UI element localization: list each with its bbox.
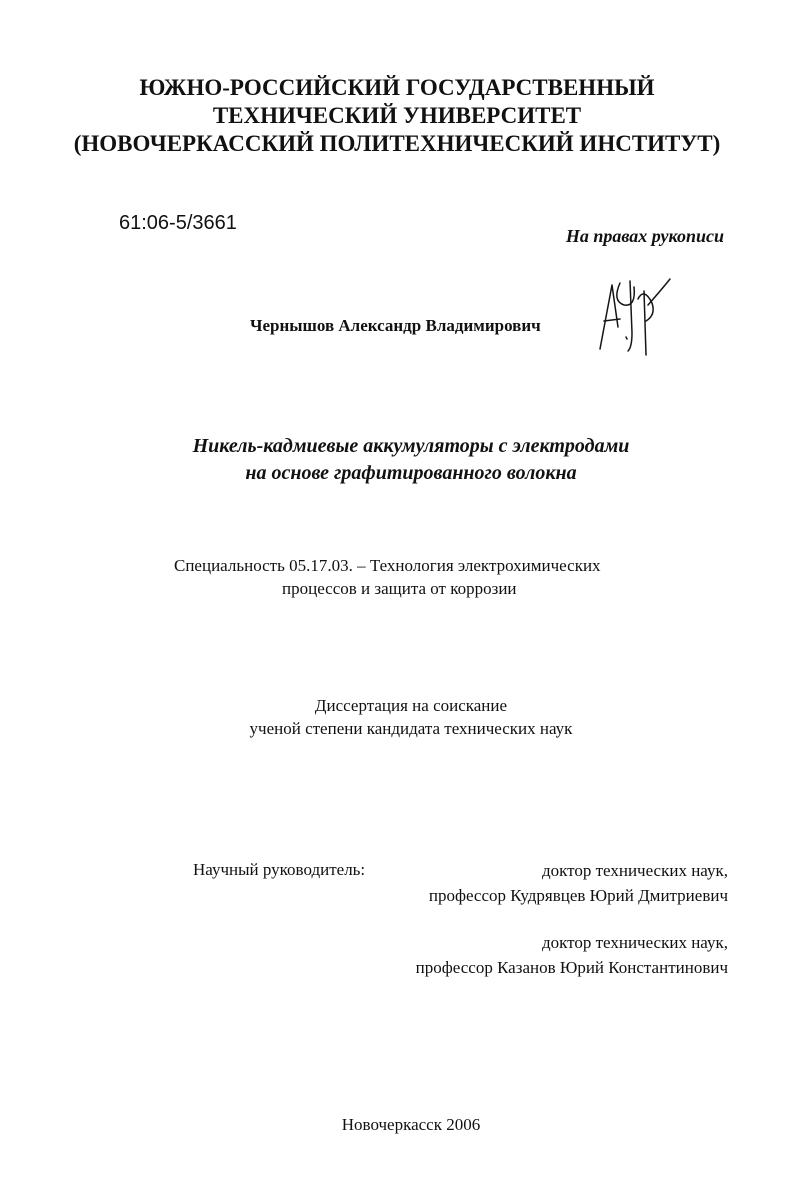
degree-line-1: Диссертация на соискание <box>314 696 508 715</box>
supervisor-second-degree: доктор технических наук, <box>541 933 728 952</box>
specialty-line-1: Специальность 05.17.03. – Технология электрохимических <box>174 556 601 575</box>
specialty <box>174 554 601 600</box>
university-line-2: ТЕХНИЧЕСКИЙ УНИВЕРСИТЕТ <box>212 103 582 128</box>
university-line-1: ЮЖНО-РОССИЙСКИЙ ГОСУДАРСТВЕННЫЙ <box>139 75 655 100</box>
supervisor-first-degree: доктор технических наук, <box>541 861 728 880</box>
rights-note: На правах рукописи <box>565 226 724 246</box>
university-line-3: (НОВОЧЕРКАССКИЙ ПОЛИТЕХНИЧЕСКИЙ ИНСТИТУТ) <box>73 131 721 156</box>
supervisor-first <box>429 858 728 908</box>
catalog-code: 61:06-5/3661 <box>119 212 237 234</box>
author-name: Чернышов Александр Владимирович <box>250 316 541 335</box>
supervisor-first-name: профессор Кудрявцев Юрий Дмитриевич <box>428 886 728 905</box>
city-year: Новочеркасск 2006 <box>341 1115 481 1134</box>
university-name <box>0 74 794 158</box>
degree-statement <box>0 694 794 740</box>
specialty-line-2: процессов и защита от коррозии <box>282 579 517 598</box>
dissertation-title <box>0 433 794 487</box>
title-line-2: на основе графитированного волокна <box>245 462 577 484</box>
title-line-1: Никель-кадмиевые аккумуляторы с электродами <box>192 435 630 457</box>
supervisor-second-name: профессор Казанов Юрий Константинович <box>415 958 728 977</box>
supervisor-second <box>416 930 728 980</box>
degree-line-2: ученой степени кандидата технических наук <box>249 719 573 738</box>
supervisor-label: Научный руководитель: <box>193 860 366 879</box>
handwritten-signature <box>592 275 674 357</box>
